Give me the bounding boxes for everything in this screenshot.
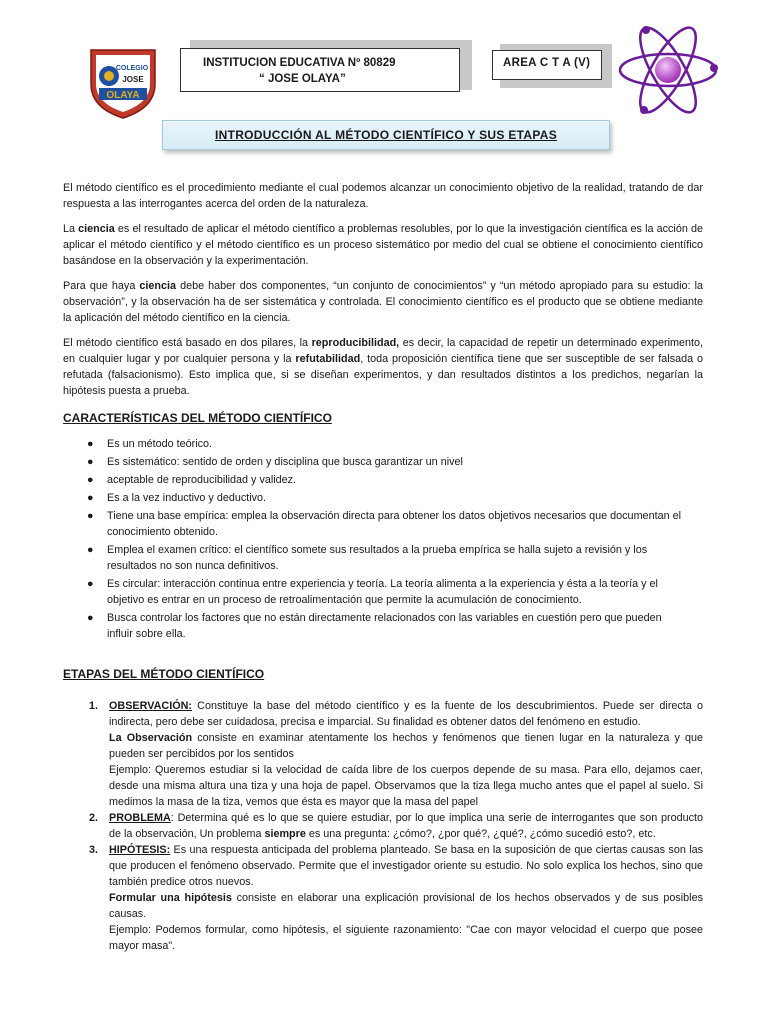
characteristics-heading: CARACTERÍSTICAS DEL MÉTODO CIENTÍFICO: [63, 411, 332, 425]
area-box: [492, 50, 602, 80]
term-ciencia: ciencia: [78, 223, 115, 235]
crest-text-bottom: OLAYA: [106, 90, 140, 101]
bullet-icon: ●: [87, 510, 94, 522]
list-item: ● Emplea el examen crítico: el científico somete sus resultados a la prueba empírica se halla sujeto a revisión y los resultados no son nunca definitivos.: [87, 544, 648, 572]
list-item: ● Es sistemático: sentido de orden y disciplina que busca garantizar un nivel: [87, 456, 463, 468]
list-item: ● aceptable de reproducibilidad y validez.: [87, 474, 297, 486]
intro-section: [63, 180, 703, 408]
term-ciencia-2: ciencia: [139, 280, 177, 292]
term-reproducibilidad: reproducibilidad,: [311, 337, 400, 349]
stage-number: 2.: [89, 812, 99, 824]
list-item: ● Es circular: interacción continua entre experiencia y teoría. La teoría alimenta a la experiencia y ésta a la teoría y el objetivo es entrar en un proceso de retroalimentación que permite la acumulación de conocimiento.: [87, 578, 658, 606]
intro-paragraph-4: El método científico está basado en dos pilares, la reproducibilidad, es decir, la capacidad de repetir un determinado experimento, en cualquier lugar y por cualquier persona y la refutabilidad, toda proposición científica tiene que ser susceptible de ser falsada o refutada (falsacionismo). Esto implica que, si se diseñan experimentos, y dan resultados distintos a los predichos, negarían la hipótesis puesta a prueba.: [63, 337, 704, 397]
stages-section: [63, 666, 703, 954]
area-label: AREA C T A (V): [503, 57, 591, 69]
stage-hipotesis: 3. HIPÓTESIS: Es una respuesta anticipada del problema planteado. Se basa en la suposición de que ciertas causas son las que producen el fenómeno observado. Permite que el investigador oriente su estudio. No solo explica los hechos, sino que también predice otros nuevos. Formular una hipótesis consiste en elaborar una explicación provisional de los hechos observados y de sus posibles causas. Ejemplo: Podemos formular, como hipótesis, el siguiente razonamiento: "Cae con mayor velocidad el cuerpo que posee mayor masa".: [89, 844, 703, 952]
stage-label: PROBLEMA: [109, 812, 171, 824]
term-refutabilidad: refutabilidad: [295, 353, 361, 365]
stage-example: Ejemplo: Queremos estudiar si la velocidad de caída libre de los cuerpos depende de su masa. Para ello, dejamos caer, desde una misma altura una tiza y una hoja de papel. Observamos que la tiza llega mucho antes que el papel al suelo. Si medimos la masa de la tiza, vemos que ésta es mayor que la masa del papel: [109, 764, 703, 808]
bullet-icon: ●: [87, 578, 94, 590]
bullet-icon: ●: [87, 544, 94, 556]
stage-observacion: 1. OBSERVACIÓN: Constituye la base del método científico y es la fuente de los descubrimientos. Puede ser directa o indirecta, pero debe ser cuidadosa, precisa e imparcial. Su finalidad es obtener datos del fenómeno en estudio. La Observación consiste en examinar atentamente los hechos y fenómenos que tienen lugar en la naturaleza y que pueden ser percibidos por los sentidos Ejemplo: Queremos estudiar si la velocidad de caída libre de los cuerpos depende de su masa. Para ello, dejamos caer, desde una misma altura una tiza y una hoja de papel. Observamos que la tiza llega mucho antes que el papel al suelo. Si medimos la masa de la tiza, vemos que ésta es mayor que la masa del papel: [89, 700, 703, 808]
stages-list: [89, 698, 703, 954]
crest-text-mid: JOSE: [122, 75, 144, 84]
stage-number: 1.: [89, 700, 99, 712]
intro-paragraph-1: El método científico es el procedimiento mediante el cual podemos alcanzar un conocimiento objetivo de la realidad, tratando de dar respuesta a las interrogantes acerca del orden de la naturaleza.: [63, 182, 703, 210]
list-item: ● Tiene una base empírica: emplea la observación directa para obtener los datos objetivos necesarios que documentan el conocimiento obtenido.: [87, 510, 681, 538]
bullet-icon: ●: [87, 492, 94, 504]
stages-heading: ETAPAS DEL MÉTODO CIENTÍFICO: [63, 667, 265, 681]
intro-paragraph-3: Para que haya ciencia debe haber dos componentes, “un conjunto de conocimientos” y “un método apropiado para su estudio: la observación”, y la observación ha de ser sistemática y controlada. El conocimiento científico es el producto que se obtiene mediante la aplicación del método científico en la ciencia.: [63, 280, 703, 324]
institution-box: [180, 48, 460, 92]
characteristics-list: [87, 436, 687, 642]
characteristics-section: [63, 410, 703, 644]
list-item: ● Busca controlar los factores que no están directamente relacionados con las variables en cuestión pero que pueden influir sobre ella.: [87, 612, 662, 640]
school-crest-logo: [85, 44, 161, 120]
stage-example: Ejemplo: Podemos formular, como hipótesis, el siguiente razonamiento: "Cae con mayor velocidad el cuerpo que posee mayor masa".: [109, 924, 703, 952]
stage-label: OBSERVACIÓN:: [109, 700, 192, 712]
stage-label: HIPÓTESIS:: [109, 844, 171, 856]
institution-subname: “ JOSE OLAYA”: [259, 73, 346, 85]
bullet-icon: ●: [87, 474, 94, 486]
list-item: ● Es un método teórico.: [87, 438, 213, 450]
document-title: INTRODUCCIÓN AL MÉTODO CIENTÍFICO Y SUS ETAPAS: [214, 128, 558, 142]
bullet-icon: ●: [87, 456, 94, 468]
crest-text-top: COLEGIO: [115, 65, 149, 72]
institution-name: INSTITUCION EDUCATIVA Nº 80829: [203, 57, 396, 69]
bullet-icon: ●: [87, 438, 94, 450]
intro-paragraph-2: La ciencia es el resultado de aplicar el método científico a problemas resolubles, por lo que la investigación científica es la acción de aplicar el método científico y el método científico es un proceso sistemático por medio del cual se obtiene el conocimiento científico basándose en la observación y la experimentación.: [63, 223, 703, 267]
stage-number: 3.: [89, 844, 99, 856]
bullet-icon: ●: [87, 612, 94, 624]
stage-problema: 2. PROBLEMA: Determina qué es lo que se quiere estudiar, por lo que implica una serie de interrogantes que son producto de la observación, Un problema siempre es una pregunta: ¿cómo?, ¿por qué?, ¿qué?, ¿cómo sucedió esto?, etc.: [89, 812, 703, 840]
list-item: ● Es a la vez inductivo y deductivo.: [87, 492, 267, 504]
document-title-box: [162, 120, 610, 150]
atom-icon: [616, 18, 720, 122]
